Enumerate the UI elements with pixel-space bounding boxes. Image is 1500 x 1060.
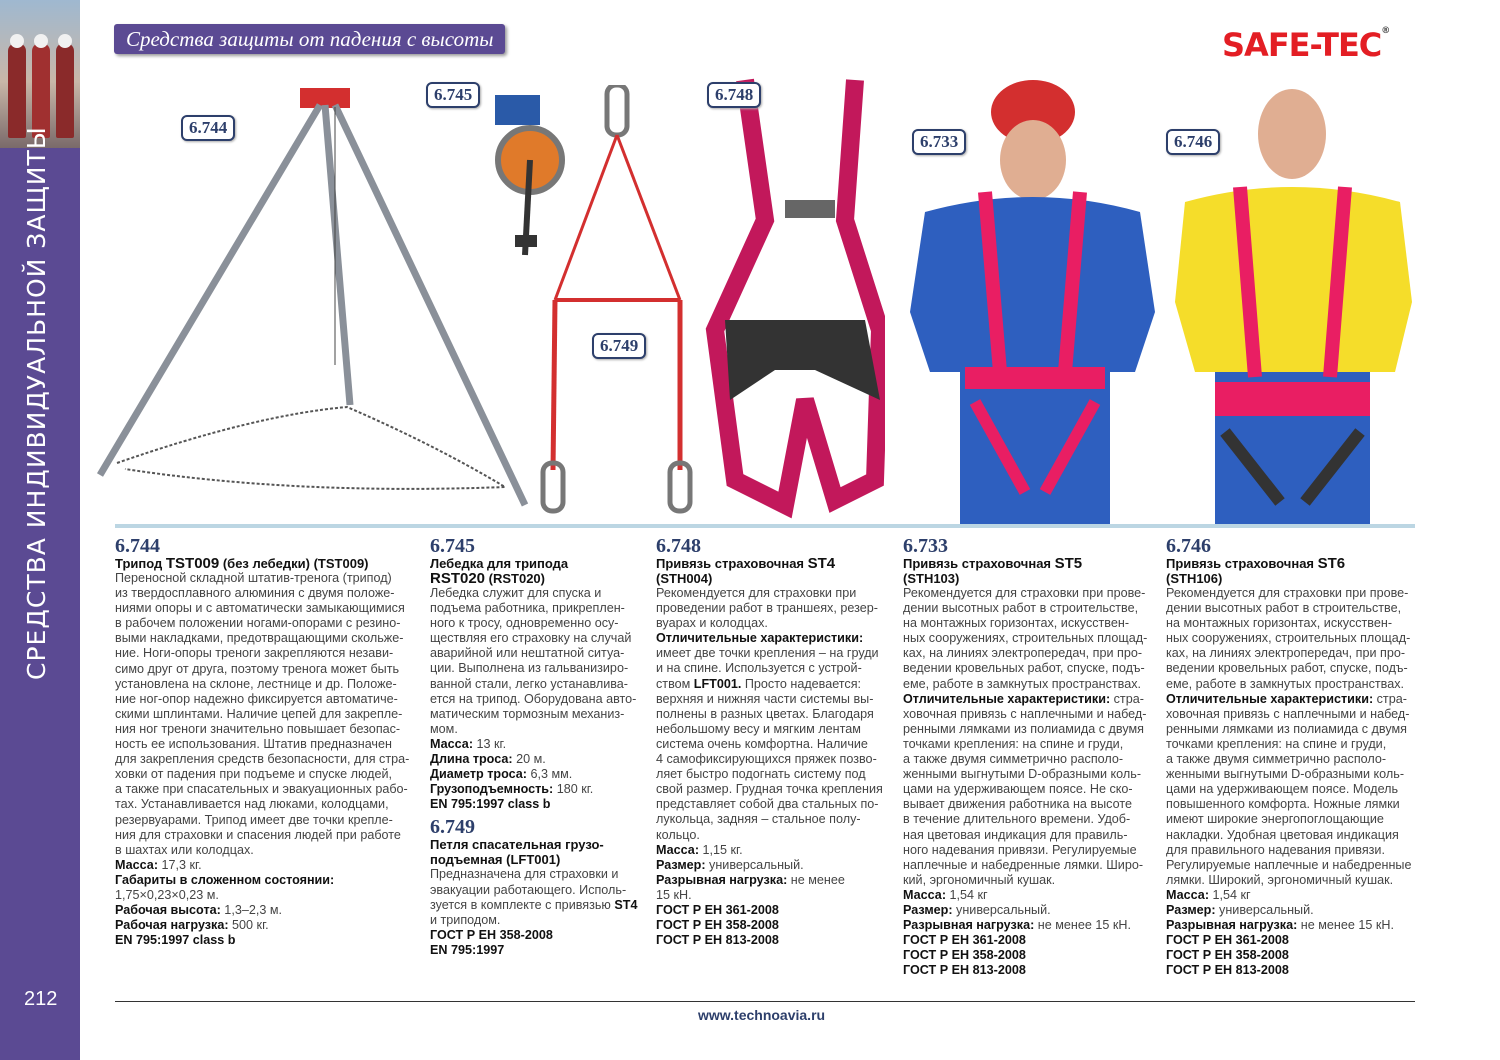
features-line: женными выгнутыми D-образными коль- (1166, 767, 1405, 782)
features-line: ховочная привязь с наплечными и набед- (903, 706, 1147, 721)
features-line: 4 самофиксирующихся пряжек позво- (656, 752, 877, 767)
product-desc-line: резервуарами. Трипод имеет две точки крепле- (115, 812, 393, 827)
product-code: 6.744 (115, 535, 160, 557)
product-desc-line: эвакуации работающего. Исполь- (430, 882, 627, 897)
spec-rope-diameter: Диаметр троса: 6,3 мм. (430, 767, 573, 782)
product-desc-line: Лебедка служит для спуска и (430, 586, 602, 600)
product-desc-line: а также при спасательных и эвакуационных рабо- (115, 782, 408, 797)
footer-rule (115, 1001, 1415, 1002)
features-line: имеют широкие энергопоглощающие (1166, 812, 1384, 827)
spec-break-load-value: 15 кН. (656, 887, 692, 902)
image-tag-6744: 6.744 (181, 115, 235, 141)
spec-size: Размер: универсальный. (903, 902, 1051, 917)
spec-standard: ГОСТ Р ЕН 361-2008 (903, 933, 1026, 948)
product-desc-line: симо друг от друга, поэтому тренога может быть (115, 661, 400, 676)
features-line: имеет две точки крепления – на груди (656, 646, 879, 661)
product-desc-line: установлена на склоне, лестнице и др. Положе- (115, 676, 397, 691)
spec-break-load: Разрывная нагрузка: не менее 15 кН. (1166, 918, 1394, 933)
spec-standard: ГОСТ Р ЕН 813-2008 (656, 933, 779, 948)
spec-standard: EN 795:1997 (430, 942, 505, 957)
spec-folded: 1,75×0,23×0,23 м. (115, 887, 219, 902)
product-desc-line: еме, работе в замкнутых пространствах. (903, 676, 1142, 691)
features-line: небольшому весу и мягким лентам (656, 721, 861, 736)
product-desc-line: Переносной складной штатив-тренога (трипод) (115, 571, 392, 585)
product-code: 6.746 (1166, 535, 1211, 557)
product-desc-line: Рекомендуется для страховки при (656, 586, 857, 600)
product-desc-line: ках, на линиях электропередач, при про- (903, 646, 1143, 661)
spec-standard: ГОСТ Р ЕН 358-2008 (430, 927, 553, 942)
features-line: система очень комфортна. Наличие (656, 736, 868, 751)
product-name: Лебедка для трипода RST020 (RST020) (430, 556, 569, 587)
features-line: свой размер. Грудная точка крепления (656, 782, 883, 797)
product-desc-line: дении высотных работ в строительстве, (903, 601, 1139, 616)
spec-standard: EN 795:1997 class b (430, 797, 551, 812)
product-desc-line: зуется в комплекте с привязью ST4 (430, 897, 638, 912)
features-line: ляет быстро подогнать систему под (656, 767, 866, 782)
product-code: 6.748 (656, 535, 701, 557)
features-line: для правильного надевания привязи. (1166, 842, 1385, 857)
product-desc-line: проведении работ в траншеях, резер- (656, 601, 878, 616)
image-tag-6749: 6.749 (592, 333, 646, 359)
product-code-6749: 6.749 (430, 816, 475, 839)
features-line: Регулируемые наплечные и набедренные (1166, 857, 1412, 872)
spec-mass: Масса: 13 кг. (430, 736, 507, 751)
product-desc-line: ниями опоры и с автоматически замыкающимися (115, 601, 405, 616)
sidebar-vertical-title: СРЕДСТВА ИНДИВИДУАЛЬНОЙ ЗАЩИТЫ (22, 126, 51, 680)
spec-mass: Масса: 1,54 кг (903, 887, 988, 902)
features-line: женными выгнутыми D-образными коль- (903, 767, 1142, 782)
product-desc-line: ведении кровельных работ, спуске, подъ- (903, 661, 1145, 676)
features-line: верхняя и нижняя части системы вы- (656, 691, 874, 706)
features-line: ством LFT001. Просто надевается: (656, 676, 862, 691)
spec-mass: Масса: 17,3 кг. (115, 857, 202, 872)
features-line: кий, эргономичный кушак. (903, 872, 1056, 887)
product-desc-line: на монтажных горизонтах, искусствен- (1166, 616, 1393, 631)
product-desc-line: дении высотных работ в строительстве, (1166, 601, 1402, 616)
features-line: накладки. Удобная цветовая индикация (1166, 827, 1399, 842)
product-desc-line: ции. Выполнена из гальванизиро- (430, 661, 629, 676)
product-desc-line: еме, работе в замкнутых пространствах. (1166, 676, 1405, 691)
product-desc-line: ках, на линиях электропередач, при про- (1166, 646, 1406, 661)
spec-standard: ГОСТ Р ЕН 358-2008 (656, 918, 779, 933)
product-desc-line: ховки от падения при подъеме и спуске людей, (115, 767, 393, 782)
tripod-illustration (95, 85, 535, 515)
spec-standard: ГОСТ Р ЕН 361-2008 (656, 902, 779, 917)
product-desc-line: ных сооружениях, строительных площад- (903, 631, 1148, 646)
footer-url[interactable]: www.technoavia.ru (698, 1007, 826, 1023)
section-rule (115, 524, 1415, 528)
product-6748 (656, 536, 891, 948)
product-desc-line: мом. (430, 721, 458, 736)
spec-folded-label: Габариты в сложенном состоянии: (115, 872, 335, 887)
product-desc-line: в рабочем положении ногами-опорами с резино- (115, 616, 401, 631)
product-desc-line: на монтажных горизонтах, искусствен- (903, 616, 1130, 631)
spec-standard: ГОСТ Р ЕН 361-2008 (1166, 933, 1289, 948)
spec-standard: ГОСТ Р ЕН 813-2008 (903, 963, 1026, 978)
features-line: повышенного комфорта. Ножные лямки (1166, 797, 1400, 812)
spec-standard: ГОСТ Р ЕН 358-2008 (1166, 948, 1289, 963)
product-name: Привязь страховочная ST5 (STH103) (903, 555, 1083, 586)
features-line: вывает движения работника на высоте (903, 797, 1132, 812)
product-desc-line: тах. Устанавливается над люками, колодцами, (115, 797, 389, 812)
spec-rope-length: Длина троса: 20 м. (430, 752, 546, 767)
product-desc-line: ется на трипод. Оборудована авто- (430, 691, 637, 706)
features-line: и на спине. Используется с устрой- (656, 661, 862, 676)
product-desc-line: скими шплинтами. Наличие цепей для закрепле- (115, 706, 403, 721)
features-line: ховочная привязь с наплечными и набед- (1166, 706, 1410, 721)
features-line: полнены в разных цветах. Благодаря (656, 706, 874, 721)
product-desc-line: Рекомендуется для страховки при прове- (903, 586, 1146, 600)
image-tag-6733: 6.733 (912, 129, 966, 155)
sidebar (0, 0, 80, 1060)
features-line: Отличительные характеристики: стра- (903, 691, 1144, 706)
features-line: ренными лямками из полиамида с двумя (1166, 721, 1407, 736)
product-desc-line: подъема работника, прикреплен- (430, 601, 625, 616)
image-tag-6745: 6.745 (426, 82, 480, 108)
features-line: ренными лямками из полиамида с двумя (903, 721, 1144, 736)
spec-mass: Масса: 1,15 кг. (656, 842, 743, 857)
rescue-loop-illustration (535, 85, 695, 515)
section-banner: Средства защиты от падения с высоты (114, 24, 505, 54)
spec-capacity: Грузоподъемность: 180 кг. (430, 782, 594, 797)
product-desc-line: в шахтах или колодцах. (115, 842, 254, 857)
spec-break-load: Разрывная нагрузка: не менее 15 кН. (903, 918, 1131, 933)
product-6744 (115, 536, 420, 948)
product-desc-line: ния ног треноги значительно повышает безопас- (115, 721, 401, 736)
product-name-6749: Петля спасательная грузо- подъемная (LFT001) (430, 837, 604, 868)
product-desc-line: аварийной или нештатной ситуа- (430, 646, 625, 661)
features-line: точками крепления: на спине и груди, (903, 736, 1124, 751)
product-name: Привязь страховочная ST6 (STH106) (1166, 555, 1346, 586)
features-line: цами на удерживающем поясе. Не ско- (903, 782, 1133, 797)
features-line: в течение длительного времени. Удоб- (903, 812, 1131, 827)
product-6745 (430, 536, 640, 958)
product-desc-line: ния для страховки и спасения людей при работе (115, 827, 401, 842)
features-label: Отличительные характеристики: (656, 631, 864, 646)
spec-standard: EN 795:1997 class b (115, 933, 236, 948)
spec-size: Размер: универсальный. (1166, 902, 1314, 917)
product-name: Привязь страховочная ST4 (STH004) (656, 555, 836, 586)
spec-standard: ГОСТ Р ЕН 813-2008 (1166, 963, 1289, 978)
image-tag-6748: 6.748 (707, 82, 761, 108)
features-line: лукольца, задняя – стальное полу- (656, 812, 861, 827)
features-line: представляет собой два стальных по- (656, 797, 879, 812)
product-desc-line: Рекомендуется для страховки при прове- (1166, 586, 1409, 600)
features-line: а также двумя симметрично располо- (903, 752, 1124, 767)
harness-st4-illustration (705, 70, 885, 520)
safetec-logo: SAFE-TEC® (1222, 26, 1390, 64)
product-6733 (903, 536, 1163, 978)
product-desc-line: ние ног-опор надежно фиксируется автоматиче- (115, 691, 398, 706)
spec-mass: Масса: 1,54 кг (1166, 887, 1251, 902)
features-line: наплечные и набедренные лямки. Широ- (903, 857, 1144, 872)
page-number: 212 (24, 988, 58, 1010)
product-desc-line: и триподом. (430, 912, 501, 927)
product-desc-line: ществляя его страховку на случай (430, 631, 632, 646)
image-tag-6746: 6.746 (1166, 129, 1220, 155)
product-desc-line: из твердосплавного алюминия с двумя положе- (115, 586, 395, 601)
features-line: а также двумя симметрично располо- (1166, 752, 1387, 767)
features-line: ного надевания привязи. Регулируемые (903, 842, 1137, 857)
features-line: цами на удерживающем поясе. Модель (1166, 782, 1399, 797)
features-line: кольцо. (656, 827, 700, 842)
features-line: ная цветовая индикация для правиль- (903, 827, 1128, 842)
product-desc-line: выми накладками, предотвращающими скольже- (115, 631, 404, 646)
spec-size: Размер: универсальный. (656, 857, 804, 872)
features-line: Отличительные характеристики: стра- (1166, 691, 1407, 706)
spec-break-load: Разрывная нагрузка: не менее (656, 872, 845, 887)
features-line: лямки. Широкий, эргономичный кушак. (1166, 872, 1394, 887)
product-desc-line: ного к тросу, одновременно осу- (430, 616, 619, 631)
features-line: точками крепления: на спине и груди, (1166, 736, 1387, 751)
product-desc-line: матическим тормозным механиз- (430, 706, 625, 721)
product-desc-line: ние. Ноги-опоры треноги закрепляются незави- (115, 646, 394, 661)
product-code: 6.733 (903, 535, 948, 557)
spec-load: Рабочая нагрузка: 500 кг. (115, 918, 269, 933)
product-desc-line: вуарах и колодцах. (656, 616, 768, 631)
product-desc-line: Предназначена для страховки и (430, 867, 619, 882)
product-desc-line: ведении кровельных работ, спуске, подъ- (1166, 661, 1408, 676)
product-6746 (1166, 536, 1421, 978)
product-code: 6.745 (430, 535, 475, 557)
product-desc-line: ных сооружениях, строительных площад- (1166, 631, 1411, 646)
product-desc-line: для закрепления средств безопасности, для стра- (115, 752, 410, 767)
spec-standard: ГОСТ Р ЕН 358-2008 (903, 948, 1026, 963)
product-name: Трипод TST009 (без лебедки) (TST009) (115, 555, 369, 572)
product-desc-line: ность ее использования. Штатив предназначен (115, 737, 392, 752)
product-desc-line: ванной стали, легко устанавлива- (430, 676, 628, 691)
spec-height: Рабочая высота: 1,3–2,3 м. (115, 903, 282, 918)
